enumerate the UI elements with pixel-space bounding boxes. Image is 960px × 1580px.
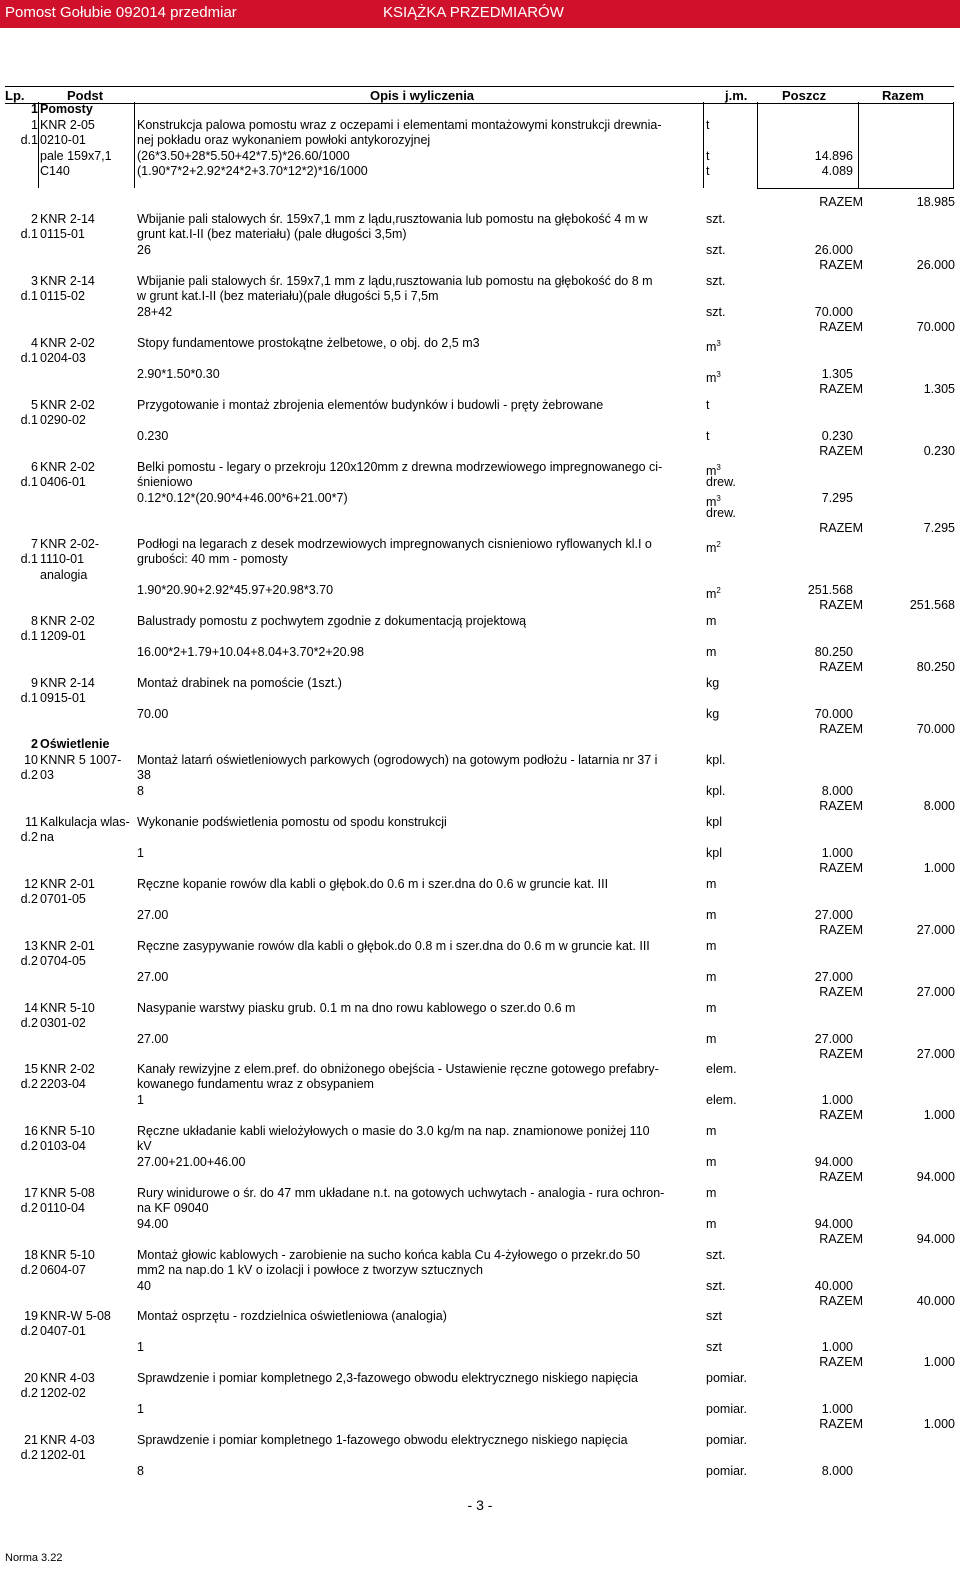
item-basis-code: 0301-02 — [40, 1016, 86, 1030]
item-calculation: 1 — [137, 1340, 144, 1354]
item-basis-code: 1209-01 — [40, 629, 86, 643]
item-description: Konstrukcja palowa pomostu wraz z oczepami i elementami montażowymi konstrukcji drewnia- — [137, 118, 662, 132]
item-unit: $m^3$ — [706, 370, 721, 386]
item-number: 1 — [31, 118, 38, 132]
item-calculation: 8 — [137, 1464, 144, 1478]
section-number: 1 — [31, 102, 38, 116]
total-label: RAZEM — [819, 382, 863, 396]
item-calculation: 1 — [137, 1093, 144, 1107]
item-unit: m — [706, 1217, 717, 1231]
item-unit: m — [706, 645, 717, 659]
item-quantity: 1.000 — [821, 846, 853, 860]
item-basis: KNR 4-03 — [40, 1433, 95, 1447]
item-description: Montaż latarń oświetleniowych parkowych (ogrodowych) na gotowym podłożu - latarnia nr 37 i — [137, 753, 658, 767]
item-unit: m — [706, 939, 717, 953]
item-description: Ręczne układanie kabli wielożyłowych o masie do 3.0 kg/m na nap. znamionowe poniżej 110 — [137, 1124, 650, 1138]
item-description: kV — [137, 1139, 152, 1153]
item-description: na KF 09040 — [137, 1201, 209, 1215]
item-section: d.2 — [20, 1386, 38, 1400]
total-label: RAZEM — [819, 521, 863, 535]
item-unit: elem. — [706, 1062, 737, 1076]
item-basis: KNR 2-01 — [40, 939, 95, 953]
total-label: RAZEM — [819, 799, 863, 813]
item-section: d.1 — [20, 351, 38, 365]
item-description: Kanały rewizyjne z elem.pref. do obniżonego obejścia - Ustawienie ręczne gotowego prefabry- — [137, 1062, 659, 1076]
item-quantity: 40.000 — [814, 1279, 853, 1293]
item-unit: t — [706, 164, 710, 178]
item-section: d.2 — [20, 1448, 38, 1462]
item-quantity: 94.000 — [814, 1155, 853, 1169]
item-quantity: 27.000 — [814, 1032, 853, 1046]
item-number: 11 — [25, 815, 38, 829]
item-unit: m — [706, 1001, 717, 1015]
item-description: w grunt kat.I-II (bez materiału)(pale długości 5,5 i 7,5m — [137, 289, 439, 303]
item-description: kowanego fundamentu wraz z obsypaniem — [137, 1077, 374, 1091]
item-section: d.2 — [20, 1201, 38, 1215]
item-calculation: 1 — [137, 846, 144, 860]
item-basis-note: C140 — [40, 164, 70, 178]
item-basis: KNR 2-02 — [40, 614, 95, 628]
item-unit: kg — [706, 707, 720, 721]
column-header-row — [5, 86, 954, 104]
item-basis: KNR 2-05 — [40, 118, 95, 132]
total-value: 18.985 — [916, 195, 955, 209]
item-number: 15 — [24, 1062, 38, 1076]
col-poszcz: Poszcz — [782, 88, 827, 103]
item-description: Podłogi na legarach z desek modrzewiowych impregnowanych cisnieniowo ryflowanych kl.I o — [137, 537, 652, 551]
item-basis-code: 0115-02 — [40, 289, 85, 303]
item-number: 2 — [31, 212, 38, 226]
item-section: d.1 — [20, 133, 38, 147]
item-calculation: 8 — [137, 784, 144, 798]
item-section: d.1 — [20, 413, 38, 427]
item-basis: KNR 2-02 — [40, 460, 95, 474]
item-number: 19 — [24, 1309, 38, 1323]
item-basis-code: 0103-04 — [40, 1139, 86, 1153]
total-label: RAZEM — [819, 258, 863, 272]
item-basis-code: 0110-04 — [40, 1201, 85, 1215]
item-basis: KNR 5-10 — [40, 1248, 95, 1262]
item-section: d.2 — [20, 954, 38, 968]
item-section: d.2 — [20, 1324, 38, 1338]
item-basis-code: 03 — [40, 768, 54, 782]
item-unit: elem. — [706, 1093, 737, 1107]
item-unit: pomiar. — [706, 1464, 747, 1478]
item-unit: szt — [706, 1309, 722, 1323]
item-basis-code: na — [40, 830, 54, 844]
item-calculation: 27.00 — [137, 970, 169, 984]
item-quantity: 7.295 — [821, 491, 853, 505]
total-value: 27.000 — [916, 1047, 955, 1061]
item-number: 21 — [24, 1433, 38, 1447]
item-section: d.1 — [20, 629, 38, 643]
item-section: d.2 — [20, 768, 38, 782]
item-quantity: 1.305 — [821, 367, 853, 381]
total-value: 27.000 — [916, 985, 955, 999]
item-basis-code: 1110-01 — [40, 552, 85, 566]
item-section: d.2 — [20, 1139, 38, 1153]
total-label: RAZEM — [819, 861, 863, 875]
item-calculation: 27.00+21.00+46.00 — [137, 1155, 246, 1169]
item-unit: m — [706, 614, 717, 628]
total-value: 0.230 — [923, 444, 955, 458]
section-line — [134, 102, 135, 188]
item-number: 4 — [31, 336, 38, 350]
section-line — [757, 188, 954, 189]
item-description: Przygotowanie i montaż zbrojenia elementów budynków i budowli - pręty żebrowane — [137, 398, 604, 412]
item-basis: KNR 5-10 — [40, 1001, 95, 1015]
total-value: 26.000 — [916, 258, 955, 272]
item-number: 18 — [24, 1248, 38, 1262]
item-basis-code: 0290-02 — [40, 413, 86, 427]
item-basis-code: 0210-01 — [40, 133, 86, 147]
col-jm: j.m. — [725, 88, 748, 103]
col-lp: Lp. — [5, 88, 25, 103]
item-basis-code: 2203-04 — [40, 1077, 86, 1091]
item-number: 16 — [24, 1124, 38, 1138]
item-basis: KNR 2-14 — [40, 676, 95, 690]
item-description: śnieniowo — [137, 475, 193, 489]
item-description: Stopy fundamentowe prostokątne żelbetowe, o obj. do 2,5 m3 — [137, 336, 480, 350]
item-unit: kpl. — [706, 784, 726, 798]
item-basis-code: 1202-01 — [40, 1448, 86, 1462]
item-description: mm2 na nap.do 1 kV o izolacji i powłoce z tworzyw sztucznych — [137, 1263, 483, 1277]
total-value: 70.000 — [916, 722, 955, 736]
item-basis: KNR 2-02 — [40, 336, 95, 350]
item-unit: t — [706, 118, 710, 132]
item-number: 6 — [31, 460, 38, 474]
item-unit: m — [706, 877, 717, 891]
item-description: Belki pomostu - legary o przekroju 120x120mm z drewna modrzewiowego impregnowanego ci- — [137, 460, 663, 474]
item-basis-code: 0604-07 — [40, 1263, 86, 1277]
item-quantity: 70.000 — [814, 305, 853, 319]
item-basis-code: 0701-05 — [40, 892, 86, 906]
total-label: RAZEM — [819, 722, 863, 736]
total-label: RAZEM — [819, 1170, 863, 1184]
item-quantity: 8.000 — [821, 1464, 853, 1478]
item-quantity: 1.000 — [821, 1093, 853, 1107]
total-label: RAZEM — [819, 985, 863, 999]
item-calculation: 26 — [137, 243, 151, 257]
software-label: Norma 3.22 — [5, 1552, 63, 1564]
item-unit: kpl — [706, 846, 722, 860]
item-quantity: 1.000 — [821, 1402, 853, 1416]
total-value: 80.250 — [916, 660, 955, 674]
item-calculation: 1 — [137, 1402, 144, 1416]
total-label: RAZEM — [819, 660, 863, 674]
item-unit: $m^2$ — [706, 586, 721, 602]
item-description: Ręczne zasypywanie rowów dla kabli o głębok.do 0.8 m i szer.dna do 0.6 m w gruncie kat. III — [137, 939, 650, 953]
item-unit: $m^3$ — [706, 339, 721, 355]
total-label: RAZEM — [819, 1417, 863, 1431]
item-unit: szt. — [706, 243, 726, 257]
item-number: 10 — [24, 753, 38, 767]
item-quantity: 26.000 — [814, 243, 853, 257]
item-description: Wbijanie pali stalowych śr. 159x7,1 mm z lądu,rusztowania lub pomostu na głębokość do 8 m — [137, 274, 653, 288]
item-calculation: 2.90*1.50*0.30 — [137, 367, 220, 381]
item-calculation: 94.00 — [137, 1217, 169, 1231]
item-basis-code: 0704-05 — [40, 954, 86, 968]
item-unit: szt. — [706, 1279, 726, 1293]
item-basis: KNR 2-14 — [40, 212, 95, 226]
item-description: Montaż drabinek na pomoście (1szt.) — [137, 676, 342, 690]
page-number: - 3 - — [467, 1497, 493, 1513]
item-description: Montaż głowic kablowych - zarobienie na sucho końca kabla Cu 4-żyłowego o przekr.do 50 — [137, 1248, 641, 1262]
item-basis: KNR 4-03 — [40, 1371, 95, 1385]
item-calculation: 27.00 — [137, 1032, 169, 1046]
total-value: 1.000 — [923, 1355, 955, 1369]
document-title: Pomost Gołubie 092014 przedmiar — [5, 4, 237, 21]
item-basis-code: 0407-01 — [40, 1324, 86, 1338]
item-number: 3 — [31, 274, 38, 288]
item-description: Sprawdzenie i pomiar kompletnego 1-fazowego obwodu elektrycznego niskiego napięcia — [137, 1433, 628, 1447]
item-section: d.2 — [20, 892, 38, 906]
section-line — [703, 102, 704, 188]
item-basis: KNR 2-01 — [40, 877, 95, 891]
item-quantity: 0.230 — [821, 429, 853, 443]
col-opis: Opis i wyliczenia — [370, 88, 475, 103]
section-name: Oświetlenie — [40, 737, 110, 751]
item-calculation: 28+42 — [137, 305, 173, 319]
item-basis: KNNR 5 1007- — [40, 753, 122, 767]
item-unit: m — [706, 1155, 717, 1169]
item-unit: t — [706, 429, 710, 443]
total-value: 27.000 — [916, 923, 955, 937]
item-unit: pomiar. — [706, 1402, 747, 1416]
item-quantity: 80.250 — [814, 645, 853, 659]
item-section: d.1 — [20, 227, 38, 241]
item-basis: Kalkulacja wlas- — [40, 815, 130, 829]
item-unit: szt. — [706, 212, 726, 226]
item-section: d.1 — [20, 552, 38, 566]
item-basis-code: 0915-01 — [40, 691, 86, 705]
item-section: d.2 — [20, 1077, 38, 1091]
total-value: 70.000 — [916, 320, 955, 334]
item-number: 20 — [24, 1371, 38, 1385]
item-basis-code: 0204-03 — [40, 351, 86, 365]
item-unit: m — [706, 1124, 717, 1138]
item-quantity: 94.000 — [814, 1217, 853, 1231]
total-label: RAZEM — [819, 444, 863, 458]
total-value: 251.568 — [909, 598, 955, 612]
item-calculation: 70.00 — [137, 707, 169, 721]
col-razem: Razem — [882, 88, 924, 103]
item-number: 14 — [24, 1001, 38, 1015]
item-unit: kg — [706, 676, 720, 690]
item-section: d.2 — [20, 830, 38, 844]
item-description: Rury winidurowe o śr. do 47 mm układane n.t. na gotowych uchwytach - analogia - rura ochron- — [137, 1186, 665, 1200]
item-calculation: 0.12*0.12*(20.90*4+46.00*6+21.00*7) — [137, 491, 348, 505]
item-unit: szt. — [706, 274, 726, 288]
item-basis: KNR 2-02 — [40, 398, 95, 412]
item-unit: t — [706, 149, 710, 163]
total-value: 1.000 — [923, 1417, 955, 1431]
item-unit: szt. — [706, 1248, 726, 1262]
item-unit: m — [706, 1032, 717, 1046]
item-section: d.2 — [20, 1016, 38, 1030]
item-unit: m — [706, 970, 717, 984]
item-description: Sprawdzenie i pomiar kompletnego 2,3-fazowego obwodu elektrycznego niskiego napięcia — [137, 1371, 638, 1385]
total-value: 1.000 — [923, 861, 955, 875]
section-line — [953, 102, 954, 188]
total-value: 94.000 — [916, 1232, 955, 1246]
item-quantity: 27.000 — [814, 970, 853, 984]
col-podst: Podst — [67, 88, 104, 103]
item-unit: $m^3$ — [706, 494, 721, 510]
total-label: RAZEM — [819, 1294, 863, 1308]
item-description: Ręczne kopanie rowów dla kabli o głębok.do 0.6 m i szer.dna do 0.6 w gruncie kat. III — [137, 877, 609, 891]
item-basis-code: 1202-02 — [40, 1386, 86, 1400]
item-quantity: 8.000 — [821, 784, 853, 798]
item-number: 8 — [31, 614, 38, 628]
item-description: Balustrady pomostu z pochwytem zgodnie z dokumentacją projektową — [137, 614, 527, 628]
item-unit: $m^3$ — [706, 463, 721, 479]
total-label: RAZEM — [819, 1355, 863, 1369]
item-unit: drew. — [706, 475, 736, 489]
item-unit: $m^2$ — [706, 540, 721, 556]
total-value: 40.000 — [916, 1294, 955, 1308]
item-unit: pomiar. — [706, 1371, 747, 1385]
item-basis-note: pale 159x7,1 — [40, 149, 112, 163]
item-unit: m — [706, 1186, 717, 1200]
section-name: Pomosty — [40, 102, 93, 116]
item-quantity: 4.089 — [821, 164, 853, 178]
item-quantity: 14.896 — [814, 149, 853, 163]
item-section: d.1 — [20, 289, 38, 303]
item-description: grunt kat.I-II (bez materiału) (pale długości 3,5m) — [137, 227, 407, 241]
item-basis-note: analogia — [40, 568, 88, 582]
item-calculation: 40 — [137, 1279, 151, 1293]
item-unit: drew. — [706, 506, 736, 520]
item-basis-code: 0406-01 — [40, 475, 86, 489]
item-basis: KNR 5-08 — [40, 1186, 95, 1200]
total-label: RAZEM — [819, 1232, 863, 1246]
item-basis: KNR 2-02 — [40, 1062, 95, 1076]
item-unit: pomiar. — [706, 1433, 747, 1447]
item-number: 17 — [24, 1186, 38, 1200]
item-basis: KNR 2-14 — [40, 274, 95, 288]
total-value: 7.295 — [923, 521, 955, 535]
total-value: 1.000 — [923, 1108, 955, 1122]
item-section: d.2 — [20, 1263, 38, 1277]
item-unit: t — [706, 398, 710, 412]
item-description: 38 — [137, 768, 151, 782]
total-label: RAZEM — [819, 195, 863, 209]
item-calculation: 0.230 — [137, 429, 169, 443]
item-description: Nasypanie warstwy piasku grub. 0.1 m na dno rowu kablowego o szer.do 0.6 m — [137, 1001, 576, 1015]
item-calculation: (1.90*7*2+2.92*24*2+3.70*12*2)*16/1000 — [137, 164, 368, 178]
total-label: RAZEM — [819, 320, 863, 334]
total-label: RAZEM — [819, 1047, 863, 1061]
total-value: 1.305 — [923, 382, 955, 396]
item-section: d.1 — [20, 475, 38, 489]
item-unit: szt — [706, 1340, 722, 1354]
item-calculation: 16.00*2+1.79+10.04+8.04+3.70*2+20.98 — [137, 645, 364, 659]
item-description: Wykonanie podświetlenia pomostu od spodu konstrukcji — [137, 815, 447, 829]
total-label: RAZEM — [819, 923, 863, 937]
section-line — [38, 102, 39, 188]
item-unit: m — [706, 908, 717, 922]
item-quantity: 27.000 — [814, 908, 853, 922]
item-description: grubości: 40 mm - pomosty — [137, 552, 288, 566]
total-value: 94.000 — [916, 1170, 955, 1184]
section-line — [858, 102, 859, 188]
total-label: RAZEM — [819, 598, 863, 612]
item-calculation: 27.00 — [137, 908, 169, 922]
item-description: Wbijanie pali stalowych śr. 159x7,1 mm z lądu,rusztowania lub pomostu na głębokość 4 m w — [137, 212, 648, 226]
item-number: 13 — [24, 939, 38, 953]
item-calculation: (26*3.50+28*5.50+42*7.5)*26.60/1000 — [137, 149, 350, 163]
total-value: 8.000 — [923, 799, 955, 813]
item-basis: KNR-W 5-08 — [40, 1309, 111, 1323]
document-heading: KSIĄŻKA PRZEDMIARÓW — [383, 4, 564, 21]
item-number: 9 — [31, 676, 38, 690]
item-number: 5 — [31, 398, 38, 412]
item-basis: KNR 5-10 — [40, 1124, 95, 1138]
item-quantity: 70.000 — [814, 707, 853, 721]
document-header — [0, 0, 960, 28]
item-description: nej pokładu oraz wykonaniem powłoki antykorozyjnej — [137, 133, 431, 147]
item-calculation: 1.90*20.90+2.92*45.97+20.98*3.70 — [137, 583, 334, 597]
item-description: Montaż osprzętu - rozdzielnica oświetleniowa (analogia) — [137, 1309, 447, 1323]
item-quantity: 251.568 — [807, 583, 853, 597]
item-number: 12 — [24, 877, 38, 891]
section-number: 2 — [31, 737, 38, 751]
total-label: RAZEM — [819, 1108, 863, 1122]
section-line — [757, 102, 758, 188]
item-unit: kpl — [706, 815, 722, 829]
item-unit: szt. — [706, 305, 726, 319]
item-quantity: 1.000 — [821, 1340, 853, 1354]
item-section: d.1 — [20, 691, 38, 705]
item-basis: KNR 2-02- — [40, 537, 100, 551]
item-basis-code: 0115-01 — [40, 227, 85, 241]
item-unit: kpl. — [706, 753, 726, 767]
item-number: 7 — [31, 537, 38, 551]
